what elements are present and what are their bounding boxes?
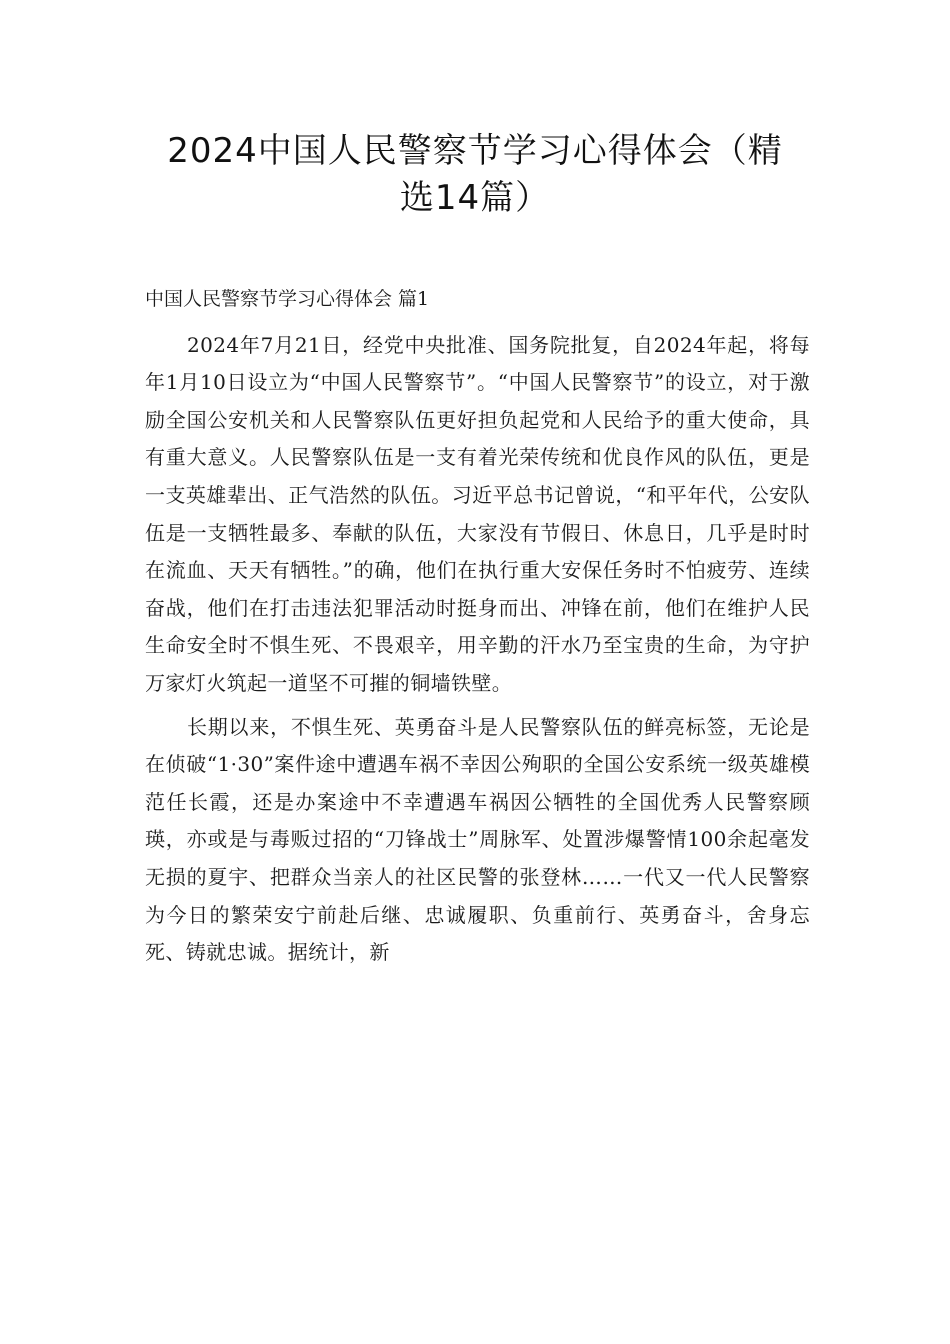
section-heading: 中国人民警察节学习心得体会 篇1 [145, 288, 430, 310]
document-body [145, 281, 810, 978]
body-paragraph-1: 2024年7月21日，经党中央批准、国务院批复，自2024年起，将每年1月10日设立为“中国人民警察节”。“中国人民警察节”的设立，对于激励全国公安机关和人民警察队伍更好担负起党和人民给予的重大使命，具有重大意义。人民警察队伍是一支有着光荣传统和优良作风的队伍，更是一支英雄辈出、正气浩然的队伍。习近平总书记曾说，“和平年代，公安队伍是一支牺牲最多、奉献的队伍，大家没有节假日、休息日，几乎是时时在流血、天天有牺牲。”的确，他们在执行重大安保任务时不怕疲劳、连续奋战，他们在打击违法犯罪活动时挺身而出、冲锋在前，他们在维护人民生命安全时不惧生死、不畏艰辛，用辛勤的汗水乃至宝贵的生命，为守护万家灯火筑起一道坚不可摧的铜墙铁壁。 [145, 332, 810, 695]
body-paragraph-2: 长期以来，不惧生死、英勇奋斗是人民警察队伍的鲜亮标签，无论是在侦破“1·30”案件途中遭遇车祸不幸因公殉职的全国公安系统一级英雄模范任长霞，还是办案途中不幸遭遇车祸因公牺牲的全国优秀人民警察顾瑛，亦或是与毒贩过招的“刀锋战士”周脉军、处置涉爆警情100余起毫发无损的夏宇、把群众当亲人的社区民警的张登林……一代又一代人民警察为今日的繁荣安宁前赴后继、忠诚履职、负重前行、英勇奋斗，舍身忘死、铸就忠诚。据统计，新 [145, 714, 810, 965]
document-title-line-1: 2024中国人民警察节学习心得体会（精 [167, 131, 783, 171]
document-title-line-2: 选14篇） [399, 178, 551, 218]
document-title [120, 128, 830, 222]
